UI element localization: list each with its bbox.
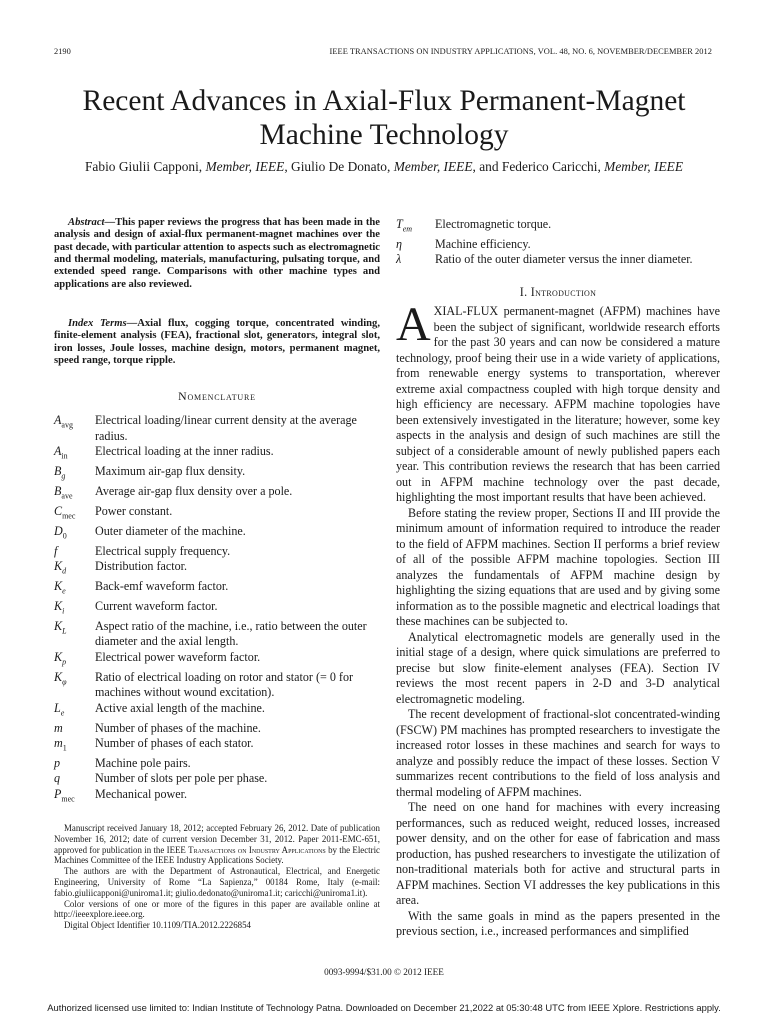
nomenclature-entry (54, 670, 380, 701)
nomenclature-symbol: $T_{em}$ (396, 217, 413, 234)
footnote-manuscript: Manuscript received January 18, 2012; accepted February 26, 2012. Date of publication November 16, 2012; date of current version December 31, 2012. Paper 2011-EMC-651, approved for publication in the IEEE Transactions on Industry Applications by the Electric Machines Committee of the IEEE Industry Applications Society. (54, 823, 381, 866)
nomenclature-entry (54, 756, 380, 772)
footnote-doi: Digital Object Identifier 10.1109/TIA.2012.2226854 (64, 920, 251, 931)
nomenclature-definition: Electromagnetic torque. (435, 217, 552, 231)
nomenclature-symbol: $A_{avg}$ (54, 413, 73, 430)
nomenclature-entry (54, 579, 380, 599)
nomenclature-symbol: $D_0$ (54, 523, 67, 541)
nomenclature-symbol: $C_{mec}$ (54, 503, 76, 521)
nomenclature-continued (396, 217, 720, 268)
nomenclature-definition: Machine pole pairs. (95, 755, 191, 770)
page-number: 2190 (54, 47, 71, 56)
nomenclature-definition: Active axial length of the machine. (95, 700, 265, 715)
nomenclature-symbol: $K_\varphi$ (54, 669, 67, 687)
nomenclature-entry (54, 464, 380, 484)
nomenclature-definition: Outer diameter of the machine. (95, 523, 246, 538)
nomenclature-definition: Power constant. (95, 503, 173, 518)
footnote-color-versions: Color versions of one or more of the figures in this paper are available online at http://ieeexplore.ieee.org. (54, 898, 380, 920)
nomenclature-symbol: $K_d$ (54, 559, 67, 576)
nomenclature-entry (396, 217, 720, 237)
nomenclature-definition: Ratio of electrical loading on rotor and stator (= 0 for machines without wound excitation). (95, 669, 354, 700)
author-2-membership: Member, IEEE (393, 159, 473, 174)
intro-paragraph-2: Before stating the review proper, Sections II and III provide the minimum amount of information required to introduce the reader to the field of AFPM machines. Section II performs a brief review of all of the possible AFPM machine topologies. Section III analyzes the fundamentals of AFPM machine design by highlighting the sizing equations that are used and by giving some information as to the possible magnetic and electrical loadings that these machines can be subjected to. (396, 505, 720, 628)
nomenclature-symbol: m (54, 720, 63, 735)
nomenclature-entry (54, 524, 380, 544)
section-numeral: I. (519, 285, 531, 299)
nomenclature-definition: Mechanical power. (95, 786, 188, 801)
abstract-text: —This paper reviews the progress that has been made in the analysis and design of axial-flux permanent-magnet machines over the past decade, with particular attention to aspects such as electromagnetic and thermal modeling, materials, manufacturing, pulsating torque, and extended speed range. Comparisons with other machine types and applications are also reviewed. (54, 217, 380, 290)
nomenclature-definition: Ratio of the outer diameter versus the inner diameter. (435, 252, 693, 267)
nomenclature-definition: Number of slots per pole per phase. (95, 771, 268, 786)
nomenclature-definition: Maximum air-gap flux density. (95, 463, 246, 478)
intro-paragraph-3: Analytical electromagnetic models are generally used in the initial stage of a design, where quick simulations are preferred to precise but slow finite-element analyses (FEA). Section IV reviews the most recent papers in 2-D and 3-D analytical electromagnetic modeling. (396, 629, 720, 706)
nomenclature-definition: Number of phases of each stator. (95, 736, 254, 751)
author-1-name: Fabio Giulii Capponi, (84, 159, 203, 174)
nomenclature-symbol: p (54, 755, 61, 770)
nomenclature-entry (396, 237, 720, 253)
intro-paragraph-5: The need on one hand for machines with every increasing performances, such as reduced weight, reduced losses, increased power density, and on the other for ease of fabrication and mass production, has pushed researchers to investigate the utilization of non-traditional materials both for active and structural parts in AFPM machines. Section VI addresses the key publications in this area. (396, 800, 720, 907)
nomenclature-entry (54, 701, 380, 721)
nomenclature-symbol: $K_e$ (54, 578, 66, 596)
intro-paragraph-4: The recent development of fractional-slot concentrated-winding (FSCW) PM machines has prompted researchers to investigate the increased rotor losses in these machines and search for ways to analyze and possibly reduce the impact of these losses. Section V summarizes recent contributions to the field of loss analysis and thermal modeling of AFPM machines. (396, 707, 720, 799)
nomenclature-entry (54, 484, 380, 504)
nomenclature-symbol: f (54, 543, 58, 558)
nomenclature-entry (54, 787, 380, 807)
intro-paragraph-1: AXIAL-FLUX permanent-magnet (AFPM) machines have been the subject of significant, worldwide research efforts for the past 30 years and can now be considered a mature technology, proof being their use in a wide variety of applications, from renewable energy systems to transportation, wherever extreme axial compactness coupled with high torque density and high efficiency are necessary. AFPM machine topologies have been extensively investigated in the literature; however, some key aspects in the analysis and design of such machines are still the subject of a considerable amount of newly published papers each year. This contribution reviews the research that has been carried out in AFPM machine technology over the past decade, highlighting the most important results that have been achieved. (396, 298, 720, 504)
nomenclature-definition: Machine efficiency. (435, 236, 531, 251)
nomenclature-symbol: $A_{in}$ (54, 444, 68, 461)
author-3-name: , and Federico Caricchi, (472, 159, 601, 174)
nomenclature-entry (54, 721, 380, 737)
nomenclature-definition: Average air-gap flux density over a pole. (95, 483, 293, 498)
title-line-2: Machine Technology (259, 119, 509, 151)
author-1-membership: Member, IEEE (205, 159, 285, 174)
introduction-heading (396, 285, 720, 300)
nomenclature-definition: Number of phases of the machine. (95, 720, 261, 735)
nomenclature-entry (54, 413, 380, 444)
nomenclature-symbol: $K_L$ (54, 618, 67, 636)
nomenclature-symbol: λ (396, 252, 402, 267)
footnote-journal-name: Transactions on Industry Applications (188, 844, 326, 855)
nomenclature-entry (396, 252, 720, 268)
author-3-membership: Member, IEEE (604, 159, 683, 174)
nomenclature-entry (54, 444, 380, 464)
nomenclature-symbol: $B_{ave}$ (54, 483, 73, 501)
nomenclature-definition: Electrical supply frequency. (95, 543, 231, 558)
nomenclature-entry (54, 504, 380, 524)
author-list (30, 158, 738, 176)
index-terms (54, 318, 380, 367)
nomenclature-heading: Nomenclature (178, 389, 256, 403)
nomenclature-entry (54, 619, 380, 650)
nomenclature-definition: Electrical loading at the inner radius. (95, 444, 274, 458)
nomenclature-symbol: $P_{mec}$ (54, 786, 75, 804)
nomenclature-symbol: q (54, 771, 61, 786)
nomenclature-symbol: $K_p$ (54, 649, 67, 667)
nomenclature-symbol: $m_1$ (54, 736, 67, 753)
nomenclature-definition: Distribution factor. (95, 559, 188, 574)
nomenclature-definition: Back-emf waveform factor. (95, 578, 229, 593)
section-title: Introduction (530, 285, 597, 299)
nomenclature-symbol: $L_e$ (54, 700, 65, 718)
author-2-name: , Giulio De Donato, (284, 159, 391, 174)
nomenclature-entry (54, 599, 380, 619)
drop-cap: A (396, 298, 431, 351)
nomenclature-definition: Electrical loading/linear current density at the average radius. (95, 413, 357, 443)
abstract (54, 217, 380, 291)
nomenclature-entry (54, 650, 380, 670)
abstract-label: Abstract (68, 217, 105, 228)
license-notice: Authorized licensed use limited to: Indian Institute of Technology Patna. Downloaded on December 21,2022 at 05:30:48 UTC from IEEE Xplore. Restrictions apply. (47, 1002, 721, 1013)
nomenclature-list (54, 413, 380, 807)
nomenclature-entry (54, 559, 380, 579)
index-terms-label: Index Terms (68, 318, 127, 329)
journal-citation: IEEE TRANSACTIONS ON INDUSTRY APPLICATIONS, VOL. 48, NO. 6, NOVEMBER/DECEMBER 2012 (329, 47, 712, 56)
running-header (54, 45, 712, 59)
nomenclature-definition: Current waveform factor. (95, 598, 218, 613)
nomenclature-definition: Electrical power waveform factor. (95, 649, 261, 664)
nomenclature-entry (54, 544, 380, 560)
paper-title (40, 84, 728, 152)
introduction-body (396, 298, 720, 940)
nomenclature-entry (54, 736, 380, 756)
first-page-footnote (54, 823, 380, 931)
copyright-line: 0093-9994/$31.00 © 2012 IEEE (324, 967, 444, 977)
nomenclature-symbol: $B_g$ (54, 463, 66, 481)
nomenclature-definition: Aspect ratio of the machine, i.e., ratio between the outer diameter and the axial length. (95, 618, 367, 649)
index-terms-text: —Axial flux, cogging torque, concentrated winding, finite-element analysis (FEA), fractional slot, generators, integral slot, iron losses, Joule losses, machine design, motors, permanent magnet, speed range, torque ripple. (54, 318, 380, 367)
footnote-affiliation: The authors are with the Department of Astronautical, Electrical, and Energetic Engineering, University of Rome “La Sapienza,” 00184 Rome, Italy (e-mail: fabio.giuliicapponi@uniroma1.it; giulio.dedonato@uniroma1.it; caricchi@uniroma1.it). (54, 866, 380, 898)
title-line-1: Recent Advances in Axial-Flux Permanent-Magnet (82, 85, 686, 117)
nomenclature-symbol: η (396, 236, 402, 251)
nomenclature-symbol: $K_i$ (54, 598, 65, 616)
nomenclature-entry (54, 771, 380, 787)
intro-paragraph-6: With the same goals in mind as the papers presented in the previous section, i.e., increased performances and simplified (396, 908, 720, 938)
